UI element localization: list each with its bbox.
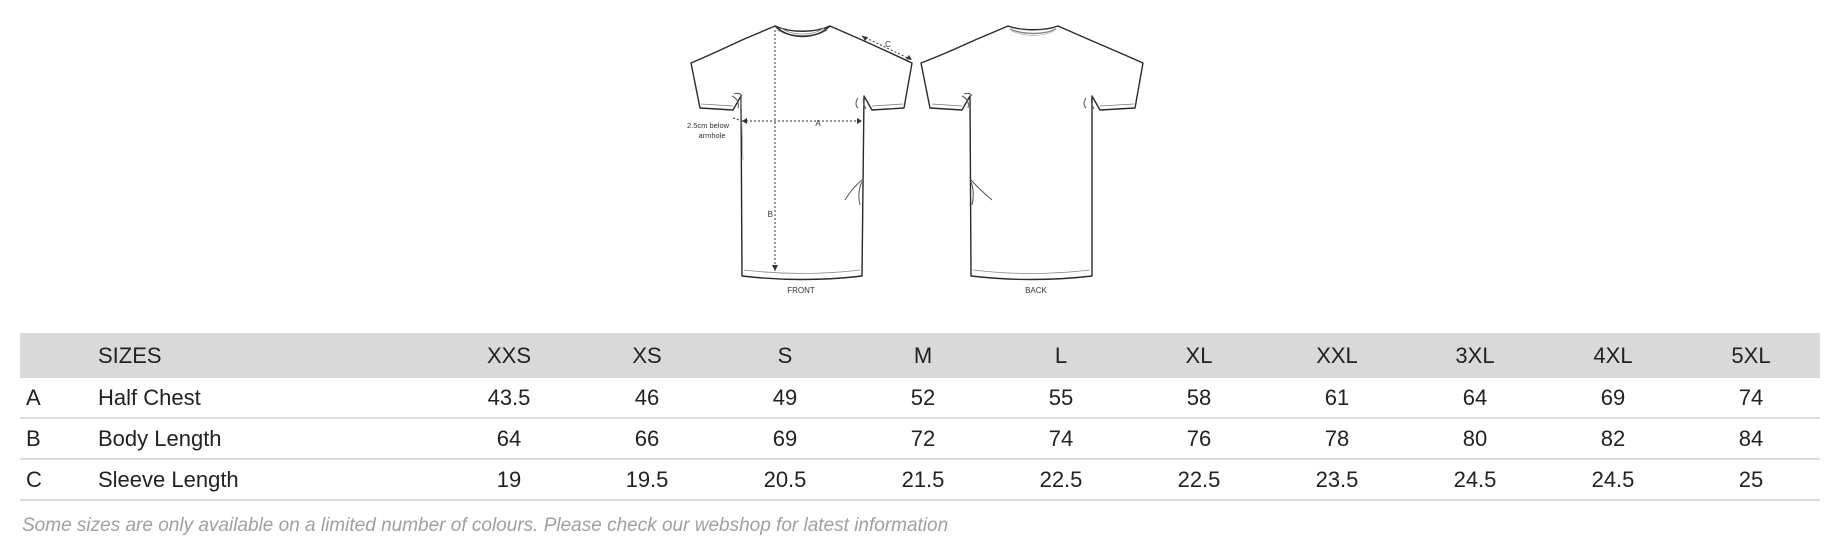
measure-cell: 78 <box>1268 418 1406 459</box>
chest-marker-label: A <box>815 119 821 128</box>
measure-cell: 22.5 <box>1130 459 1268 500</box>
size-header-cell: 4XL <box>1593 342 1633 368</box>
measure-cell: 84 <box>1682 418 1820 459</box>
back-label: BACK <box>1025 286 1047 295</box>
measure-cell: 69 <box>1544 378 1682 418</box>
measure-cell: 74 <box>1682 378 1820 418</box>
measure-cell: 61 <box>1268 378 1406 418</box>
measure-cell: 19 <box>440 459 578 500</box>
length-marker-label: B <box>767 210 773 219</box>
measure-cell: 55 <box>992 378 1130 418</box>
measure-cell: 74 <box>992 418 1130 459</box>
table-row <box>20 459 1820 500</box>
availability-note: Some sizes are only available on a limited number of colours. Please check our webshop for latest information <box>22 515 949 536</box>
measure-cell: 20.5 <box>716 459 854 500</box>
size-header-cell: XXS <box>486 342 532 368</box>
measure-cell: 25 <box>1682 459 1820 500</box>
measure-cell: 52 <box>854 378 992 418</box>
measure-cell: 64 <box>1406 378 1544 418</box>
row-code: C <box>20 459 98 500</box>
size-chart-table <box>20 333 1820 501</box>
table-row <box>20 418 1820 459</box>
size-header-cell: M <box>913 342 933 368</box>
size-header-cell: XL <box>1185 342 1213 368</box>
measure-cell: 82 <box>1544 418 1682 459</box>
measure-cell: 24.5 <box>1544 459 1682 500</box>
measure-cell: 24.5 <box>1406 459 1544 500</box>
measure-cell: 69 <box>716 418 854 459</box>
table-row <box>20 378 1820 418</box>
row-code: A <box>20 378 98 418</box>
measure-cell: 49 <box>716 378 854 418</box>
chest-note-line1: 2.5cm below <box>686 121 730 130</box>
measure-cell: 64 <box>440 418 578 459</box>
size-header-cell: 5XL <box>1731 342 1771 368</box>
size-header-cell: L <box>1054 342 1068 368</box>
front-label: FRONT <box>787 286 815 295</box>
header-sizes-label: SIZES <box>98 342 162 368</box>
measure-cell: 72 <box>854 418 992 459</box>
measure-cell: 66 <box>578 418 716 459</box>
measure-cell: 46 <box>578 378 716 418</box>
measure-cell: 80 <box>1406 418 1544 459</box>
row-name: Sleeve Length <box>98 459 440 500</box>
measure-cell: 58 <box>1130 378 1268 418</box>
size-header-cell: S <box>777 342 793 368</box>
measure-cell: 22.5 <box>992 459 1130 500</box>
front-tshirt-drawing <box>691 26 912 280</box>
back-tshirt-drawing <box>921 26 1143 280</box>
sleeve-marker-label: C <box>885 40 891 49</box>
row-name: Body Length <box>98 418 440 459</box>
measure-cell: 43.5 <box>440 378 578 418</box>
size-header-cell: 3XL <box>1455 342 1495 368</box>
measure-cell: 21.5 <box>854 459 992 500</box>
header-code-cell <box>20 333 98 378</box>
row-name: Half Chest <box>98 378 440 418</box>
chest-note-line2: armhole <box>698 131 726 140</box>
size-header-row <box>20 333 1820 378</box>
measure-cell: 76 <box>1130 418 1268 459</box>
size-header-cell: XS <box>632 342 662 368</box>
measure-cell: 23.5 <box>1268 459 1406 500</box>
row-code: B <box>20 418 98 459</box>
size-header-cell: XXL <box>1316 342 1358 368</box>
measure-cell: 19.5 <box>578 459 716 500</box>
